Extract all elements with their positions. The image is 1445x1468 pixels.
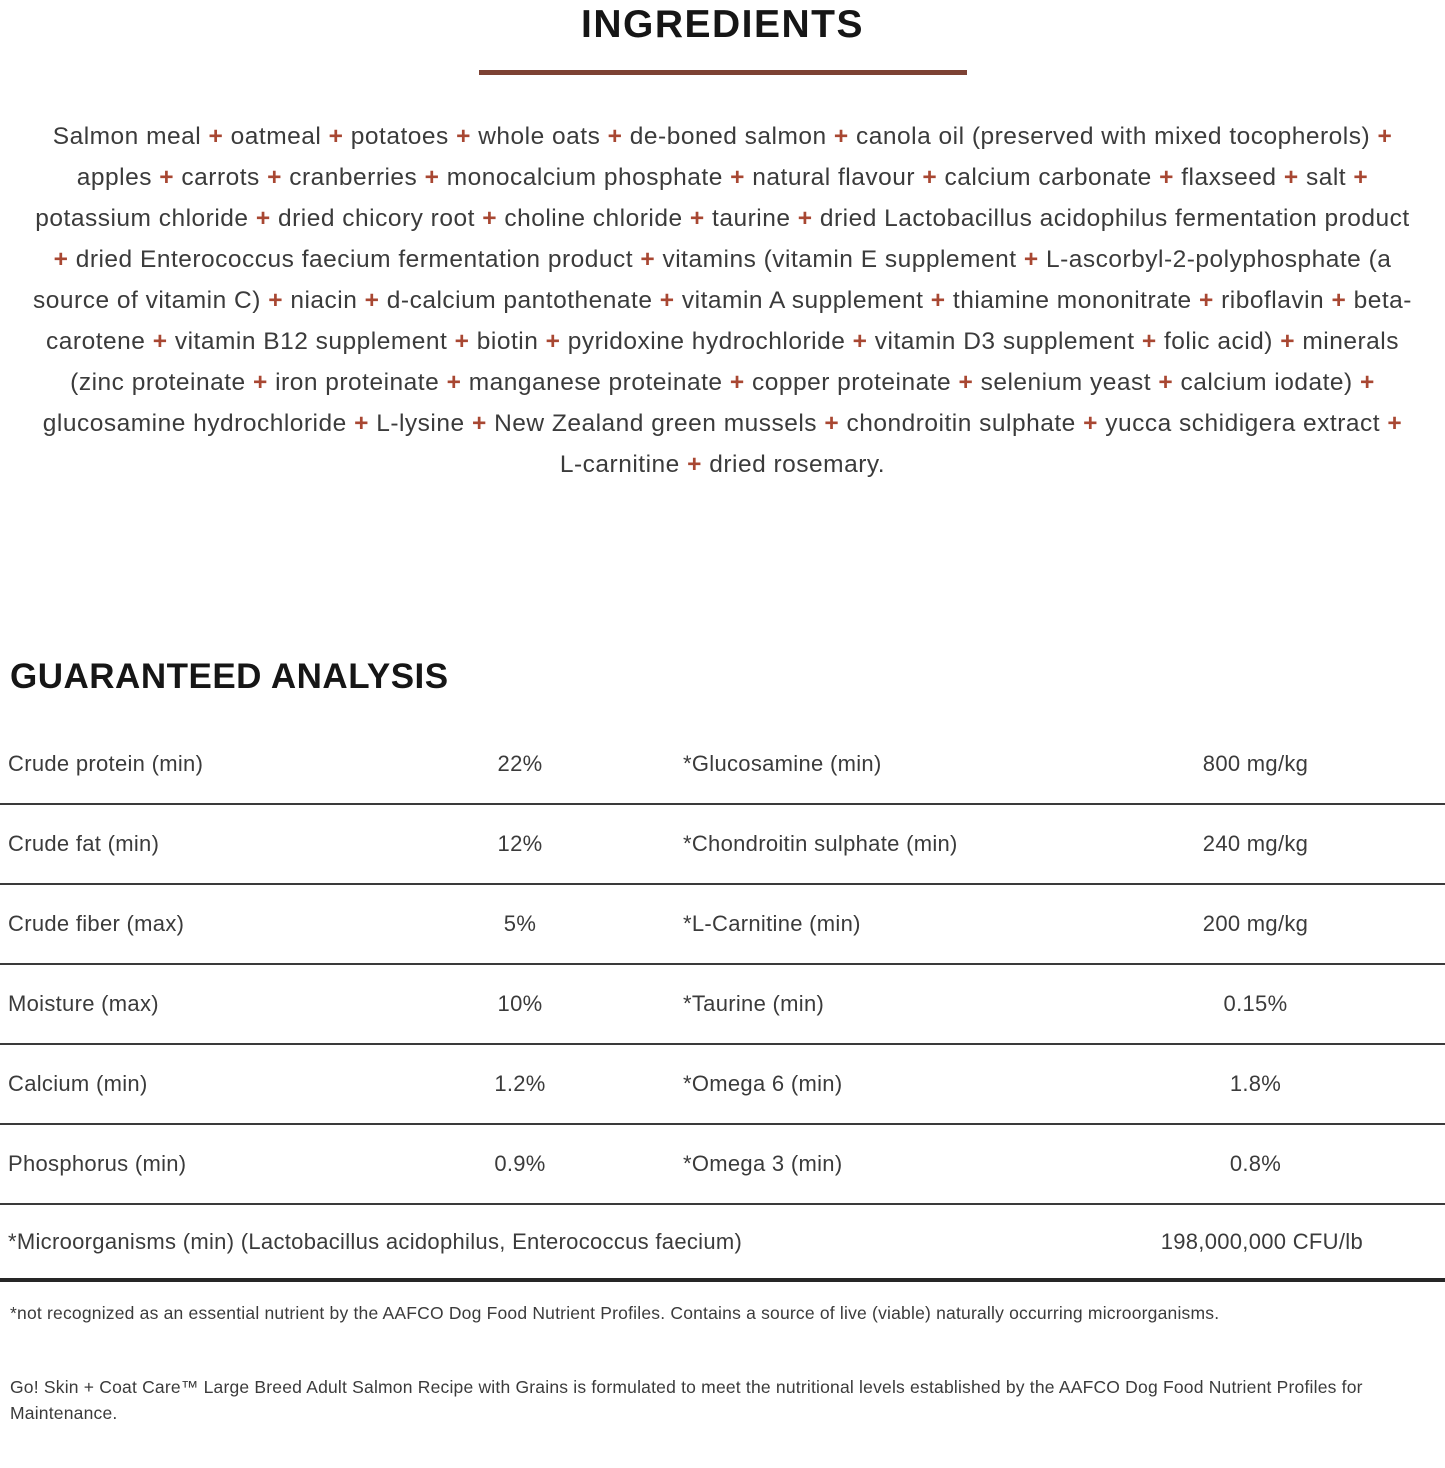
plus-separator: + (446, 369, 462, 396)
ingredient-item: vitamins (vitamin E supplement (662, 246, 1017, 273)
ingredient-item: thiamine mononitrate (952, 287, 1192, 314)
plus-separator: + (159, 164, 175, 191)
analysis-label1: Calcium (min) (8, 1071, 148, 1096)
ingredient-item: folic acid) (1163, 328, 1273, 355)
analysis-row (0, 1045, 1445, 1125)
plus-separator: + (1280, 328, 1296, 355)
ingredient-item: chondroitin sulphate (846, 410, 1076, 437)
microorganisms-label: *Microorganisms (min) (Lactobacillus acidophilus, Enterococcus faecium) (8, 1228, 743, 1254)
analysis-value1: 5% (503, 911, 537, 936)
plus-separator: + (1360, 369, 1375, 396)
plus-separator: + (730, 164, 745, 191)
ingredient-item: yucca schidigera extract (1105, 410, 1381, 437)
ingredient-item: dried rosemary. (709, 451, 886, 478)
ingredient-item: oatmeal (230, 123, 322, 150)
ingredient-item: biotin (476, 328, 539, 355)
ingredient-item: manganese proteinate (468, 369, 723, 396)
plus-separator: + (607, 123, 623, 150)
analysis-row (0, 1125, 1445, 1205)
plus-separator: + (640, 246, 656, 273)
ingredient-item: dried Enterococcus faecium fermentation product (75, 246, 634, 273)
plus-separator: + (354, 410, 369, 437)
plus-separator: + (1331, 287, 1347, 314)
plus-separator: + (687, 451, 702, 478)
aafco-footnote: *not recognized as an essential nutrient by the AAFCO Dog Food Nutrient Profiles. Contains a source of live (viable) naturally occurring microorganisms. (10, 1303, 1220, 1323)
guaranteed-analysis-title: GUARANTEED ANALYSIS (10, 657, 449, 696)
plus-separator: + (1353, 164, 1369, 191)
formulation-footnote: Go! Skin + Coat Care™ Large Breed Adult Salmon Recipe with Grains is formulated to meet the nutritional levels established by the AAFCO Dog Food Nutrient Profiles for Maintenance. (10, 1377, 1363, 1423)
plus-separator: + (689, 205, 705, 232)
plus-separator: + (1377, 123, 1393, 150)
analysis-label1: Crude fiber (max) (8, 911, 185, 936)
plus-separator: + (267, 164, 282, 191)
plus-separator: + (208, 123, 224, 150)
analysis-label2: *Omega 6 (min) (683, 1071, 843, 1096)
analysis-label1: Moisture (max) (8, 991, 159, 1016)
analysis-value2: 200 mg/kg (1202, 911, 1309, 936)
analysis-value1: 0.9% (494, 1151, 546, 1176)
ingredient-item: Salmon meal (52, 123, 202, 150)
plus-separator: + (268, 287, 284, 314)
ingredient-item: dried chicory root (277, 205, 475, 232)
ingredient-item: minerals (zinc proteinate (70, 328, 1399, 396)
analysis-label2: *L-Carnitine (min) (683, 911, 861, 936)
ingredient-item: d-calcium pantothenate (386, 287, 653, 314)
plus-separator: + (797, 205, 813, 232)
ingredient-item: de-boned salmon (629, 123, 827, 150)
ingredient-item: glucosamine hydrochloride (42, 410, 347, 437)
plus-separator: + (833, 123, 849, 150)
ingredient-item: taurine (712, 205, 791, 232)
ingredient-item: flaxseed (1181, 164, 1277, 191)
plus-separator: + (1283, 164, 1299, 191)
ingredient-item: vitamin B12 supplement (174, 328, 448, 355)
ingredient-item: calcium iodate) (1180, 369, 1353, 396)
analysis-row (0, 725, 1445, 805)
ingredient-item: copper proteinate (751, 369, 952, 396)
ingredient-item: carrots (181, 164, 260, 191)
plus-separator: + (252, 369, 268, 396)
plus-separator: + (482, 205, 498, 232)
guaranteed-analysis-table (0, 725, 1445, 1205)
ingredient-item: dried Lactobacillus acidophilus fermentation product (819, 205, 1410, 232)
ingredient-item: potassium chloride (35, 205, 249, 232)
analysis-row (0, 885, 1445, 965)
analysis-value2: 1.8% (1229, 1071, 1282, 1096)
analysis-value1: 1.2% (494, 1071, 546, 1096)
ingredient-item: cranberries (289, 164, 418, 191)
microorganisms-row (0, 1205, 1445, 1282)
plus-separator: + (545, 328, 561, 355)
analysis-value1: 10% (497, 991, 543, 1016)
ingredient-item: New Zealand green mussels (494, 410, 818, 437)
ingredient-item: vitamin A supplement (681, 287, 924, 314)
ingredient-item: L-carnitine (559, 451, 680, 478)
plus-separator: + (1023, 246, 1039, 273)
analysis-value2: 800 mg/kg (1202, 751, 1309, 776)
analysis-value1: 22% (497, 751, 543, 776)
ingredient-item: salt (1305, 164, 1347, 191)
analysis-row (0, 805, 1445, 885)
plus-separator: + (424, 164, 440, 191)
ingredient-item: L-lysine (376, 410, 465, 437)
analysis-label2: *Glucosamine (min) (683, 751, 882, 776)
analysis-value2: 240 mg/kg (1202, 831, 1309, 856)
ingredients-rule-divider (479, 70, 967, 75)
plus-separator: + (729, 369, 745, 396)
analysis-label2: *Omega 3 (min) (683, 1151, 843, 1176)
ingredient-item: selenium yeast (980, 369, 1152, 396)
analysis-value1: 12% (497, 831, 543, 856)
plus-separator: + (328, 123, 344, 150)
ingredient-item: potatoes (350, 123, 449, 150)
plus-separator: + (255, 205, 271, 232)
plus-separator: + (152, 328, 168, 355)
plus-separator: + (1159, 164, 1174, 191)
ingredient-item: beta-carotene (46, 287, 1412, 355)
plus-separator: + (53, 246, 69, 273)
analysis-row (0, 965, 1445, 1045)
plus-separator: + (456, 123, 471, 150)
ingredient-item: choline chloride (504, 205, 683, 232)
plus-separator: + (958, 369, 974, 396)
plus-separator: + (1387, 410, 1403, 437)
analysis-value2: 0.8% (1229, 1151, 1282, 1176)
microorganisms-value: 198,000,000 CFU/lb (1160, 1228, 1363, 1254)
plus-separator: + (1141, 328, 1157, 355)
ingredients-title: INGREDIENTS (580, 3, 865, 46)
analysis-label2: *Chondroitin sulphate (min) (683, 831, 958, 856)
ingredient-item: natural flavour (752, 164, 916, 191)
ingredients-paragraph (0, 116, 1445, 485)
ingredient-item: L-ascorbyl-2-polyphosphate (a source of vitamin C) (33, 246, 1392, 314)
ingredient-item: niacin (290, 287, 358, 314)
plus-separator: + (852, 328, 868, 355)
ingredient-item: calcium carbonate (944, 164, 1152, 191)
plus-separator: + (471, 410, 487, 437)
plus-separator: + (659, 287, 675, 314)
plus-separator: + (1158, 369, 1174, 396)
plus-separator: + (1083, 410, 1098, 437)
analysis-label1: Crude protein (min) (8, 751, 204, 776)
ingredient-item: riboflavin (1221, 287, 1325, 314)
plus-separator: + (454, 328, 470, 355)
ingredient-item: iron proteinate (275, 369, 440, 396)
plus-separator: + (364, 287, 380, 314)
ingredient-item: apples (76, 164, 152, 191)
ingredient-item: monocalcium phosphate (446, 164, 723, 191)
analysis-label1: Crude fat (min) (8, 831, 160, 856)
ingredient-item: vitamin D3 supplement (874, 328, 1135, 355)
ingredient-item: canola oil (preserved with mixed tocopherols) (856, 123, 1371, 150)
plus-separator: + (922, 164, 938, 191)
plus-separator: + (824, 410, 840, 437)
analysis-label1: Phosphorus (min) (8, 1151, 187, 1176)
ingredient-item: pyridoxine hydrochloride (567, 328, 846, 355)
plus-separator: + (930, 287, 946, 314)
plus-separator: + (1199, 287, 1214, 314)
ingredient-item: whole oats (478, 123, 601, 150)
analysis-label2: *Taurine (min) (683, 991, 825, 1016)
analysis-value2: 0.15% (1223, 991, 1288, 1016)
